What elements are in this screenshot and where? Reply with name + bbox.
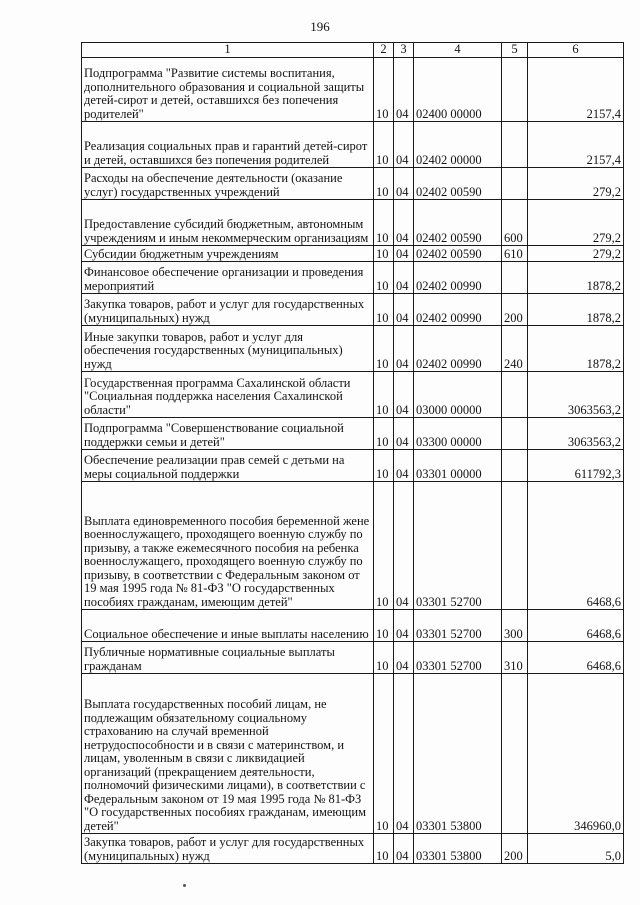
row-name-cell: Реализация социальных прав и гарантий детей-сирот и детей, оставшихся без попечения родителей <box>82 122 374 168</box>
column-header-row <box>82 43 624 58</box>
row-subsection-cell: 04 <box>394 418 414 450</box>
row-expense-type-cell: 610 <box>502 246 528 262</box>
table-row <box>82 326 624 372</box>
table-row <box>82 450 624 482</box>
row-name-cell: Выплата единовременного пособия беременной жене военнослужащего, проходящего военную службу по призыву, а также ежемесячного пособия на ребенка военнослужащего, проходящего военную службу по призыву, в соответствии с Федеральным законом от 19 мая 1995 года № 81-ФЗ "О государственных пособиях гражданам, имеющим детей" <box>82 482 374 610</box>
row-subsection-cell: 04 <box>394 122 414 168</box>
row-name-cell: Социальное обеспечение и иные выплаты населению <box>82 610 374 642</box>
row-amount-cell: 6468,6 <box>528 610 624 642</box>
table-row <box>82 262 624 294</box>
row-subsection-cell: 04 <box>394 200 414 246</box>
table-row <box>82 610 624 642</box>
row-expense-type-cell <box>502 122 528 168</box>
row-target-article-cell: 03301 52700 <box>414 642 502 674</box>
row-name-cell: Расходы на обеспечение деятельности (оказание услуг) государственных учреждений <box>82 168 374 200</box>
row-target-article-cell: 02402 00990 <box>414 326 502 372</box>
row-subsection-cell: 04 <box>394 642 414 674</box>
row-name-cell: Финансовое обеспечение организации и проведения мероприятий <box>82 262 374 294</box>
row-expense-type-cell <box>502 262 528 294</box>
row-section-cell: 10 <box>374 834 394 864</box>
table-row <box>82 294 624 326</box>
column-header-2: 2 <box>374 43 394 58</box>
row-target-article-cell: 02400 00000 <box>414 58 502 122</box>
row-section-cell: 10 <box>374 200 394 246</box>
column-header-3: 3 <box>394 43 414 58</box>
row-expense-type-cell: 310 <box>502 642 528 674</box>
row-section-cell: 10 <box>374 482 394 610</box>
row-section-cell: 10 <box>374 246 394 262</box>
row-amount-cell: 6468,6 <box>528 482 624 610</box>
row-section-cell: 10 <box>374 262 394 294</box>
row-subsection-cell: 04 <box>394 294 414 326</box>
row-expense-type-cell: 200 <box>502 294 528 326</box>
row-section-cell: 10 <box>374 674 394 834</box>
row-amount-cell: 1878,2 <box>528 262 624 294</box>
row-section-cell: 10 <box>374 294 394 326</box>
row-name-cell: Государственная программа Сахалинской области "Социальная поддержка населения Сахалинской области" <box>82 372 374 418</box>
row-amount-cell: 2157,4 <box>528 122 624 168</box>
row-section-cell: 10 <box>374 450 394 482</box>
row-name-cell: Закупка товаров, работ и услуг для государственных (муниципальных) нужд <box>82 834 374 864</box>
row-amount-cell: 279,2 <box>528 200 624 246</box>
row-amount-cell: 6468,6 <box>528 642 624 674</box>
table-body <box>82 58 624 864</box>
row-expense-type-cell <box>502 58 528 122</box>
row-name-cell: Иные закупки товаров, работ и услуг для обеспечения государственных (муниципальных) нужд <box>82 326 374 372</box>
row-target-article-cell: 02402 00590 <box>414 200 502 246</box>
row-target-article-cell: 02402 00590 <box>414 246 502 262</box>
row-amount-cell: 3063563,2 <box>528 418 624 450</box>
row-expense-type-cell <box>502 482 528 610</box>
row-name-cell: Подпрограмма "Совершенствование социальной поддержки семьи и детей" <box>82 418 374 450</box>
row-section-cell: 10 <box>374 372 394 418</box>
table-row <box>82 246 624 262</box>
row-target-article-cell: 02402 00990 <box>414 262 502 294</box>
row-expense-type-cell <box>502 168 528 200</box>
row-target-article-cell: 03301 53800 <box>414 674 502 834</box>
row-amount-cell: 279,2 <box>528 246 624 262</box>
row-expense-type-cell: 240 <box>502 326 528 372</box>
row-target-article-cell: 02402 00000 <box>414 122 502 168</box>
row-subsection-cell: 04 <box>394 610 414 642</box>
row-amount-cell: 2157,4 <box>528 58 624 122</box>
column-header-4: 4 <box>414 43 502 58</box>
table-row <box>82 482 624 610</box>
table-row <box>82 674 624 834</box>
budget-table <box>81 42 624 864</box>
row-section-cell: 10 <box>374 642 394 674</box>
column-header-6: 6 <box>528 43 624 58</box>
row-amount-cell: 346960,0 <box>528 674 624 834</box>
row-target-article-cell: 03000 00000 <box>414 372 502 418</box>
row-subsection-cell: 04 <box>394 326 414 372</box>
row-amount-cell: 1878,2 <box>528 294 624 326</box>
row-expense-type-cell: 600 <box>502 200 528 246</box>
table-row <box>82 372 624 418</box>
table-row <box>82 168 624 200</box>
row-subsection-cell: 04 <box>394 262 414 294</box>
row-section-cell: 10 <box>374 326 394 372</box>
row-target-article-cell: 02402 00590 <box>414 168 502 200</box>
table-row <box>82 122 624 168</box>
scan-speck <box>183 884 186 887</box>
column-header-1: 1 <box>82 43 374 58</box>
row-name-cell: Обеспечение реализации прав семей с детьми на меры социальной поддержки <box>82 450 374 482</box>
row-target-article-cell: 03301 00000 <box>414 450 502 482</box>
row-target-article-cell: 03301 53800 <box>414 834 502 864</box>
table-row <box>82 200 624 246</box>
row-amount-cell: 1878,2 <box>528 326 624 372</box>
row-name-cell: Закупка товаров, работ и услуг для государственных (муниципальных) нужд <box>82 294 374 326</box>
row-expense-type-cell: 300 <box>502 610 528 642</box>
row-expense-type-cell <box>502 372 528 418</box>
row-subsection-cell: 04 <box>394 372 414 418</box>
row-section-cell: 10 <box>374 168 394 200</box>
row-section-cell: 10 <box>374 610 394 642</box>
row-section-cell: 10 <box>374 418 394 450</box>
row-section-cell: 10 <box>374 122 394 168</box>
row-target-article-cell: 03300 00000 <box>414 418 502 450</box>
row-amount-cell: 3063563,2 <box>528 372 624 418</box>
table-row <box>82 642 624 674</box>
row-expense-type-cell <box>502 418 528 450</box>
row-subsection-cell: 04 <box>394 482 414 610</box>
column-header-5: 5 <box>502 43 528 58</box>
row-target-article-cell: 02402 00990 <box>414 294 502 326</box>
table-row <box>82 834 624 864</box>
row-amount-cell: 279,2 <box>528 168 624 200</box>
row-name-cell: Выплата государственных пособий лицам, не подлежащим обязательному социальному страхованию на случай временной нетрудоспособности и в связи с материнством, и лицам, уволенным в связи с ликвидацией организаций (прекращением деятельности, полномочий физическими лицами), в соответствии с Федеральным законом от 19 мая 1995 года № 81-ФЗ "О государственных пособиях гражданам, имеющим детей" <box>82 674 374 834</box>
page-number: 196 <box>310 19 330 34</box>
row-target-article-cell: 03301 52700 <box>414 610 502 642</box>
row-name-cell: Предоставление субсидий бюджетным, автономным учреждениям и иным некоммерческим организациям <box>82 200 374 246</box>
row-amount-cell: 5,0 <box>528 834 624 864</box>
row-subsection-cell: 04 <box>394 246 414 262</box>
row-subsection-cell: 04 <box>394 58 414 122</box>
row-name-cell: Подпрограмма "Развитие системы воспитания, дополнительного образования и социальной защиты детей-сирот и детей, оставшихся без попечения родителей" <box>82 58 374 122</box>
row-expense-type-cell: 200 <box>502 834 528 864</box>
row-subsection-cell: 04 <box>394 168 414 200</box>
table-row <box>82 58 624 122</box>
row-expense-type-cell <box>502 450 528 482</box>
row-expense-type-cell <box>502 674 528 834</box>
row-subsection-cell: 04 <box>394 834 414 864</box>
row-name-cell: Субсидии бюджетным учреждениям <box>82 246 374 262</box>
row-name-cell: Публичные нормативные социальные выплаты гражданам <box>82 642 374 674</box>
table-row <box>82 418 624 450</box>
row-target-article-cell: 03301 52700 <box>414 482 502 610</box>
row-section-cell: 10 <box>374 58 394 122</box>
row-subsection-cell: 04 <box>394 674 414 834</box>
row-subsection-cell: 04 <box>394 450 414 482</box>
row-amount-cell: 611792,3 <box>528 450 624 482</box>
